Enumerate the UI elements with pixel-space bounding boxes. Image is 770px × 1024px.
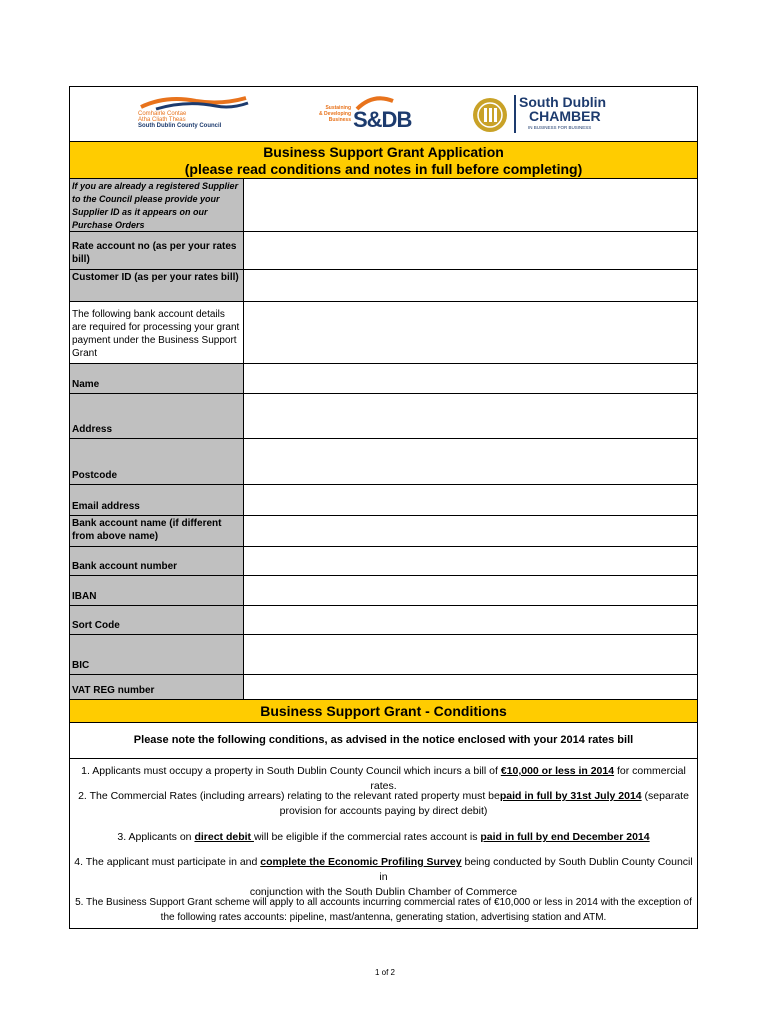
input-rate-account[interactable] bbox=[244, 232, 697, 269]
sdb-mark: S&DB bbox=[353, 107, 412, 132]
condition-3-emphasis-1: direct debit bbox=[194, 831, 254, 843]
chamber-emblem-icon bbox=[470, 97, 510, 133]
condition-4-emphasis: complete the Economic Profiling Survey bbox=[260, 856, 462, 868]
label-email: Email address bbox=[70, 485, 244, 515]
input-postcode[interactable] bbox=[244, 439, 697, 484]
row-customer-id bbox=[70, 270, 697, 302]
label-bank-account-name: Bank account name (if different from above name) bbox=[70, 516, 244, 546]
condition-1-emphasis: €10,000 or less in 2014 bbox=[500, 765, 615, 777]
council-swoosh-icon bbox=[136, 95, 256, 111]
council-name: South Dublin County Council bbox=[138, 123, 222, 129]
input-name[interactable] bbox=[244, 364, 697, 393]
label-address: Address bbox=[70, 394, 244, 438]
condition-2 bbox=[70, 789, 697, 819]
form-title-line2: (please read conditions and notes in full before completing) bbox=[184, 161, 583, 177]
condition-4 bbox=[70, 855, 697, 900]
conditions-note: Please note the following conditions, as advised in the notice enclosed with your 2014 rates bill bbox=[70, 723, 697, 759]
row-name bbox=[70, 364, 697, 394]
label-sort-code: Sort Code bbox=[70, 606, 244, 634]
label-bank-account-number: Bank account number bbox=[70, 547, 244, 575]
chamber-name-1: South Dublin bbox=[519, 94, 607, 110]
sdb-logo bbox=[315, 93, 437, 135]
condition-2-tail: (separate bbox=[641, 790, 689, 802]
label-supplier-id: If you are already a registered Supplier to the Council please provide your Supplier ID as it appears on our Purchase Orders bbox=[70, 179, 244, 231]
condition-4-tail: being conducted by South Dublin County Council in bbox=[379, 856, 693, 883]
input-email[interactable] bbox=[244, 485, 697, 515]
condition-5-line2: the following rates accounts: pipeline, mast/antenna, generating station, advertising station and ATM. bbox=[160, 912, 607, 923]
chamber-name-2: CHAMBER bbox=[529, 108, 601, 124]
row-address bbox=[70, 394, 697, 439]
sdb-tagline-3: Business bbox=[328, 117, 351, 123]
row-bank-account-name bbox=[70, 516, 697, 547]
label-bic: BIC bbox=[70, 635, 244, 674]
label-name: Name bbox=[70, 364, 244, 393]
label-bank-note: The following bank account details are required for processing your grant payment under the Business Support Grant bbox=[70, 302, 244, 363]
condition-1-tail: for commercial rates. bbox=[370, 765, 686, 792]
condition-2-emphasis: paid in full by 31st July 2014 bbox=[499, 790, 642, 802]
row-sort-code bbox=[70, 606, 697, 635]
row-iban bbox=[70, 576, 697, 606]
form-title-line1: Business Support Grant Application bbox=[263, 144, 504, 160]
condition-2-text: 2. The Commercial Rates (including arrears) relating to the relevant rated property must be bbox=[78, 790, 500, 802]
input-iban[interactable] bbox=[244, 576, 697, 605]
sdb-tagline-2: & Developing bbox=[319, 111, 351, 117]
form-title bbox=[70, 141, 697, 179]
condition-3-middle: will be eligible if the commercial rates account is bbox=[253, 831, 481, 843]
condition-3 bbox=[70, 830, 697, 845]
row-postcode bbox=[70, 439, 697, 485]
input-bank-note bbox=[244, 302, 697, 363]
label-customer-id: Customer ID (as per your rates bill) bbox=[70, 270, 244, 301]
row-rate-account bbox=[70, 232, 697, 270]
label-postcode: Postcode bbox=[70, 439, 244, 484]
sdb-tagline-1: Sustaining bbox=[325, 105, 351, 111]
input-address[interactable] bbox=[244, 394, 697, 438]
input-customer-id[interactable] bbox=[244, 270, 697, 301]
chamber-logo bbox=[470, 95, 630, 137]
form-frame bbox=[69, 86, 698, 929]
row-vat bbox=[70, 675, 697, 699]
chamber-divider bbox=[514, 95, 516, 133]
council-name-irish-1: Comhairle Contae bbox=[138, 111, 187, 117]
page-number: 1 of 2 bbox=[374, 968, 395, 977]
row-bic bbox=[70, 635, 697, 675]
conditions-title: Business Support Grant - Conditions bbox=[70, 699, 697, 723]
logo-bar bbox=[70, 87, 697, 141]
input-bank-account-number[interactable] bbox=[244, 547, 697, 575]
input-supplier-id[interactable] bbox=[244, 179, 697, 231]
condition-3-emphasis-2: paid in full by end December 2014 bbox=[480, 831, 650, 843]
label-vat: VAT REG number bbox=[70, 675, 244, 699]
row-email bbox=[70, 485, 697, 516]
input-sort-code[interactable] bbox=[244, 606, 697, 634]
label-rate-account: Rate account no (as per your rates bill) bbox=[70, 232, 244, 269]
row-bank-note bbox=[70, 302, 697, 364]
row-supplier-id bbox=[70, 179, 697, 232]
council-name-irish-2: Atha Cliath Theas bbox=[138, 117, 186, 123]
input-bank-account-name[interactable] bbox=[244, 516, 697, 546]
council-logo bbox=[136, 95, 256, 135]
label-iban: IBAN bbox=[70, 576, 244, 605]
condition-5-line1: 5. The Business Support Grant scheme will apply to all accounts incurring commercial rates of €10,000 or less in 2014 with the exception of bbox=[75, 897, 692, 908]
condition-4-text: 4. The applicant must participate in and bbox=[74, 856, 261, 868]
input-bic[interactable] bbox=[244, 635, 697, 674]
condition-1-text: 1. Applicants must occupy a property in South Dublin County Council which incurs a bill of bbox=[81, 765, 501, 777]
row-bank-account-number bbox=[70, 547, 697, 576]
chamber-tagline: IN BUSINESS FOR BUSINESS bbox=[528, 125, 592, 130]
condition-2-line2: provision for accounts paying by direct debit) bbox=[279, 805, 488, 817]
input-vat[interactable] bbox=[244, 675, 697, 699]
condition-4-line2: conjunction with the South Dublin Chamber of Commerce bbox=[249, 886, 518, 898]
condition-3-text: 3. Applicants on bbox=[117, 831, 195, 843]
condition-5 bbox=[70, 895, 697, 925]
